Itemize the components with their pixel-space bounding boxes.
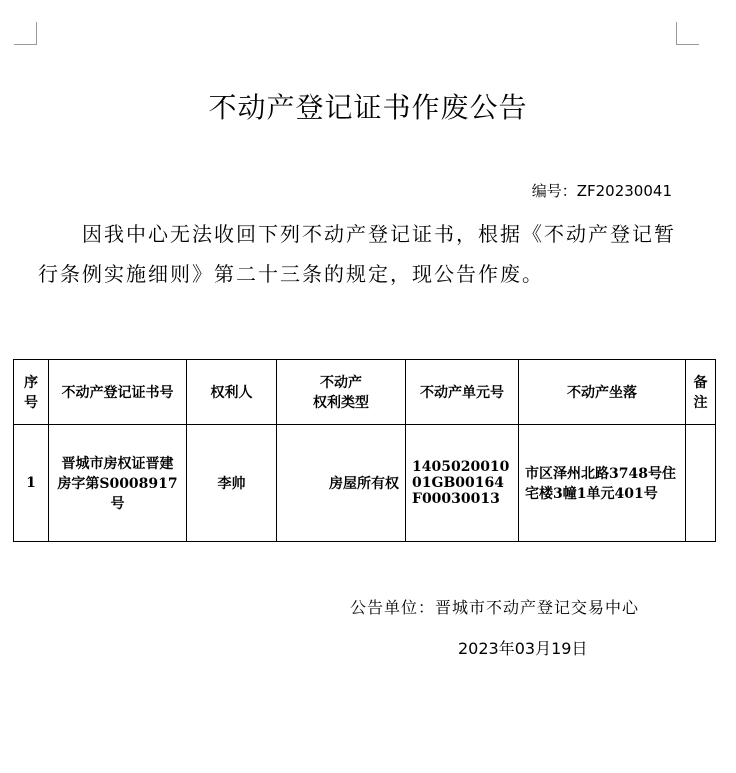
cell-right-type: 房屋所有权 [277, 425, 406, 542]
header-unit-number: 不动产单元号 [406, 360, 519, 425]
header-serial: 序号 [14, 360, 49, 425]
cell-owner: 李帅 [187, 425, 277, 542]
cell-serial: 1 [14, 425, 49, 542]
document-number: 编号：ZF20230041 [531, 182, 672, 200]
cell-unit-number: 140502001001GB00164F00030013 [406, 425, 519, 542]
page-corner-mark-top-left [14, 22, 37, 45]
cell-location: 市区泽州北路3748号住宅楼3幢1单元401号 [519, 425, 686, 542]
cell-remark [686, 425, 716, 542]
certificate-table [13, 359, 716, 542]
header-right-type: 不动产 权利类型 [277, 360, 406, 425]
header-location: 不动产坐落 [519, 360, 686, 425]
header-owner: 权利人 [187, 360, 277, 425]
issue-date: 2023年03月19日 [458, 639, 588, 658]
cell-certificate-number: 晋城市房权证晋建房字第S0008917号 [49, 425, 187, 542]
header-certificate-number: 不动产登记证书号 [49, 360, 187, 425]
page-corner-mark-top-right [676, 22, 699, 45]
issuing-organization: 公告单位：晋城市不动产登记交易中心 [350, 598, 640, 617]
notice-paragraph: 因我中心无法收回下列不动产登记证书，根据《不动产登记暂行条例实施细则》第二十三条的规定，现公告作废。 [38, 222, 676, 286]
document-title: 不动产登记证书作废公告 [208, 91, 528, 124]
header-remark: 备注 [686, 360, 716, 425]
table-row [14, 425, 716, 542]
table-header-row [14, 360, 716, 425]
